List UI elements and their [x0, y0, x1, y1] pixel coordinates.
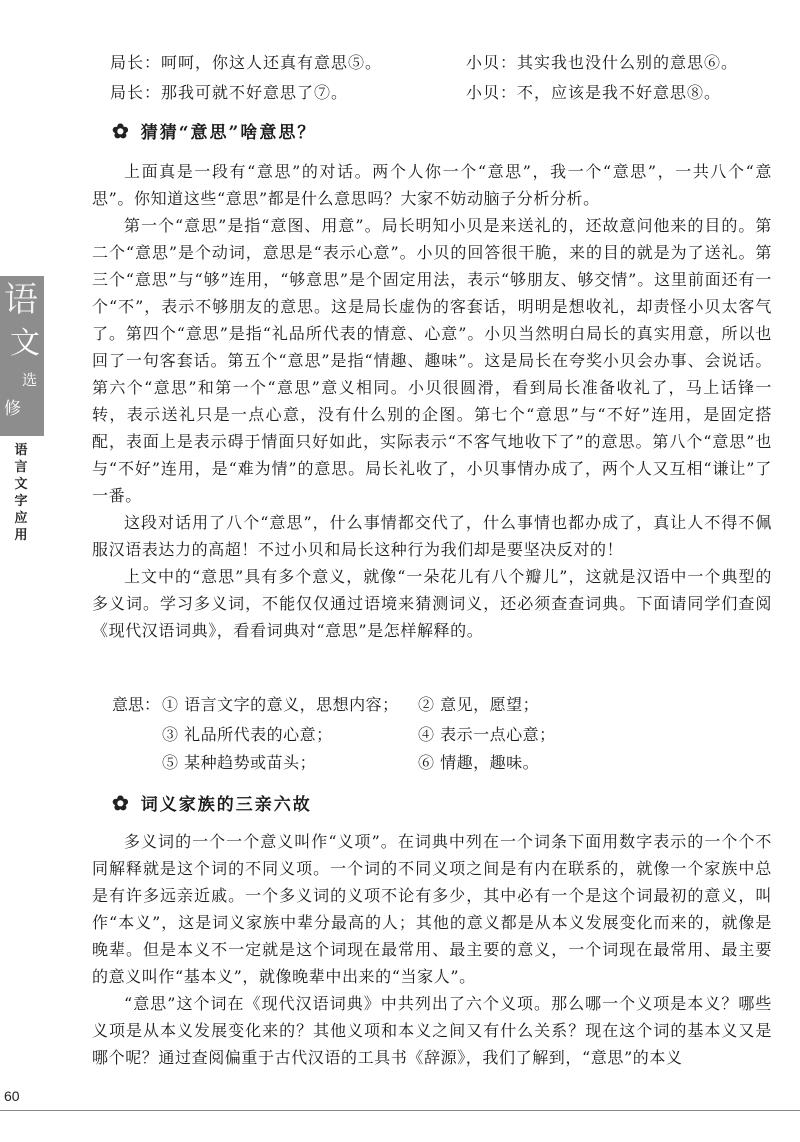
dialogue-line: 小贝：其实我也没什么别的意思⑥。 — [466, 53, 739, 72]
chapter-side-tab — [0, 276, 44, 544]
paragraph: “意思”这个词在《现代汉语词典》中共列出了六个义项。那么哪一个义项是本义？哪些义项是从本义发展变化来的？其他义项和本义之间又有什么关系？现在这个词的基本义又是哪个呢？通过查阅偏重于古代汉语的工具书《辞源》，我们了解到，“意思”的本义 — [92, 994, 772, 1067]
definition-item: ② 意见，愿望； — [418, 695, 540, 714]
side-tab-subtitle-char: 言 — [14, 460, 28, 475]
side-tab-char-xiu: 修 — [4, 399, 21, 419]
side-tab-subtitle-char: 应 — [14, 511, 28, 526]
paragraph: 上面真是一段有“意思”的对话。两个人你一个“意思”，我一个“意思”，一共八个“意思”。你知道这些“意思”都是什么意思吗？大家不妨动脑子分析分析。 — [92, 162, 772, 208]
side-tab-subtitle-char: 文 — [14, 477, 28, 492]
page-number: 60 — [4, 1088, 20, 1104]
dialogue-line: 小贝：不，应该是我不好意思⑧。 — [466, 83, 722, 102]
paragraph: 多义词的一个一个意义叫作“义项”。在词典中列在一个词条下面用数字表示的一个个不同解释就是这个词的不同义项。一个词的不同义项之间是有内在联系的，就像一个家族中总是有许多远亲近戚。一个多义词的义项不论有多少，其中必有一个是这个词最初的意义，叫作“本义”，这是词义家族中辈分最高的人；其他的意义都是从本义发展变化而来的，就像是晚辈。但是本义不一定就是这个词现在最常用、最主要的意义，一个词现在最常用、最主要的意义叫作“基本义”，就像晚辈中出来的“当家人”。 — [92, 832, 772, 986]
definition-label: 意思： — [112, 695, 161, 714]
footer-divider — [0, 1110, 800, 1111]
side-tab-char-xuan: 选 — [22, 371, 38, 389]
flower-icon: ✿ — [112, 790, 131, 815]
side-tab-subtitle-char: 用 — [14, 528, 28, 543]
side-tab-title-block — [0, 276, 44, 436]
definition-item: ① 语言文字的意义，思想内容； — [162, 695, 399, 714]
flower-icon: ✿ — [112, 118, 131, 143]
section-heading-1 — [112, 118, 316, 143]
section-heading-text: 猜猜“意思”啥意思？ — [140, 123, 317, 143]
side-tab-subtitle-char: 语 — [14, 443, 28, 458]
paragraph: 第一个“意思”是指“意图、用意”。局长明知小贝是来送礼的，还故意问他来的目的。第二个“意思”是个动词，意思是“表示心意”。小贝的回答很干脆，来的目的就是为了送礼。第三个“意思”与“够”连用，“够意思”是个固定用法，表示“够朋友、够交情”。这里前面还有一个“不”，表示不够朋友的意思。这是局长虚伪的客套话，明明是想收礼，却责怪小贝太客气了。第四个“意思”是指“礼品所代表的情意、心意”。小贝当然明白局长的真实用意，所以也回了一句客套话。第五个“意思”是指“情趣、趣味”。这是局长在夸奖小贝会办事、会说话。第六个“意思”和第一个“意思”意义相同。小贝很圆滑，看到局长准备收礼了，马上话锋一转，表示送礼只是一点心意，没有什么别的企图。第七个“意思”与“不好”连用，是固定搭配，表面上是表示碍于情面只好如此，实际表示“不客气地收下了”的意思。第八个“意思”也与“不好”连用，是“难为情”的意思。局长礼收了，小贝事情办成了，两个人又互相“谦让”了一番。 — [92, 216, 772, 505]
definition-item: ③ 礼品所代表的心意； — [162, 725, 333, 744]
side-tab-subtitle-char: 字 — [14, 494, 28, 509]
section-heading-text: 词义家族的三亲六故 — [140, 795, 312, 815]
definition-item: ⑤ 某种趋势或苗头； — [162, 753, 317, 772]
dialogue-line: 局长：呵呵，你这人还真有意思⑤。 — [110, 53, 383, 72]
side-tab-char-yu: 语 — [4, 280, 38, 320]
definition-item: ⑥ 情趣，趣味。 — [418, 753, 540, 772]
side-tab-subtitle — [6, 442, 36, 544]
paragraph: 这段对话用了八个“意思”，什么事情都交代了，什么事情也都办成了，真让人不得不佩服汉语表达力的高超！不过小贝和局长这种行为我们却是要坚决反对的！ — [92, 513, 772, 559]
section-heading-2 — [112, 790, 312, 815]
side-tab-char-wen: 文 — [10, 326, 40, 361]
dialogue-line: 局长：那我可就不好意思了⑦。 — [110, 83, 349, 102]
section-2-body — [92, 828, 772, 1071]
section-1-body — [92, 158, 772, 644]
paragraph: 上文中的“意思”具有多个意义，就像“一朵花儿有八个瓣儿”，这就是汉语中一个典型的多义词。学习多义词，不能仅仅通过语境来猜测词义，还必须查查词典。下面请同学们查阅《现代汉语词典》，看看词典对“意思”是怎样解释的。 — [92, 567, 772, 640]
definition-item: ④ 表示一点心意； — [418, 725, 556, 744]
